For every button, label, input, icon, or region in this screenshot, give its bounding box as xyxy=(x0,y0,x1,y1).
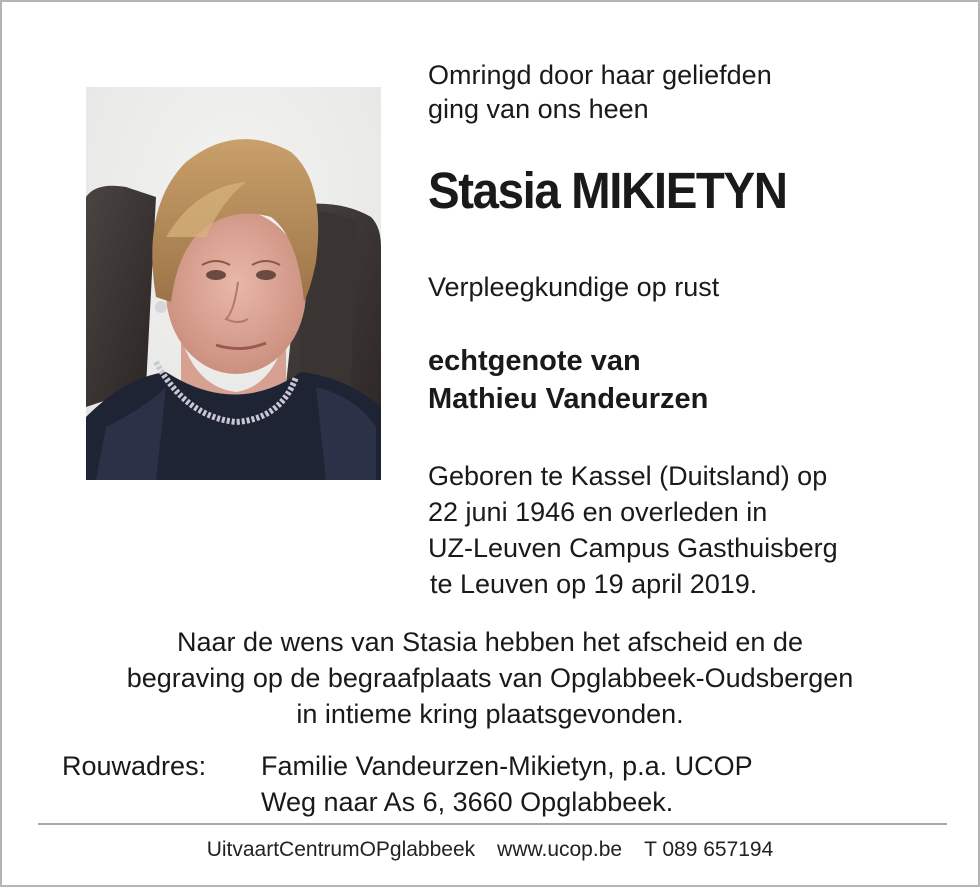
wish-line: begraving op de begraafplaats van Opglabbeek-Oudsbergen xyxy=(126,663,854,693)
wish-line: Naar de wens van Stasia hebben het afscheid en de xyxy=(177,627,803,657)
birth-death-line: UZ-Leuven Campus Gasthuisberg xyxy=(428,533,838,563)
address-line: Weg naar As 6, 3660 Opglabbeek. xyxy=(261,787,674,817)
intro-text xyxy=(428,58,772,126)
spouse-label: echtgenote van xyxy=(428,345,641,377)
address-line: Familie Vandeurzen-Mikietyn, p.a. UCOP xyxy=(261,751,753,781)
portrait-image xyxy=(86,87,381,480)
deceased-name: Stasia MIKIETYN xyxy=(428,162,787,219)
intro-line: ging van ons heen xyxy=(428,94,649,124)
footer-website[interactable]: www.ucop.be xyxy=(497,838,623,861)
birth-death-line: Geboren te Kassel (Duitsland) op xyxy=(428,461,828,491)
mourning-address xyxy=(261,748,753,820)
footer-company: UitvaartCentrumOPglabbeek xyxy=(206,838,476,861)
footer-divider xyxy=(38,823,947,825)
wish-line: in intieme kring plaatsgevonden. xyxy=(296,699,684,729)
funeral-wish-text xyxy=(2,624,978,732)
birth-death-line: te Leuven op 19 april 2019. xyxy=(430,569,758,599)
address-label: Rouwadres: xyxy=(62,751,207,781)
occupation: Verpleegkundige op rust xyxy=(428,272,720,302)
birth-death-line: 22 juni 1946 en overleden in xyxy=(428,497,768,527)
intro-line: Omringd door haar geliefden xyxy=(428,60,772,90)
spouse-info xyxy=(428,342,708,418)
footer xyxy=(2,837,978,863)
footer-phone: T 089 657194 xyxy=(644,838,774,861)
birth-death-info xyxy=(428,458,838,602)
spouse-name: Mathieu Vandeurzen xyxy=(428,383,709,415)
portrait-photo xyxy=(86,87,381,480)
